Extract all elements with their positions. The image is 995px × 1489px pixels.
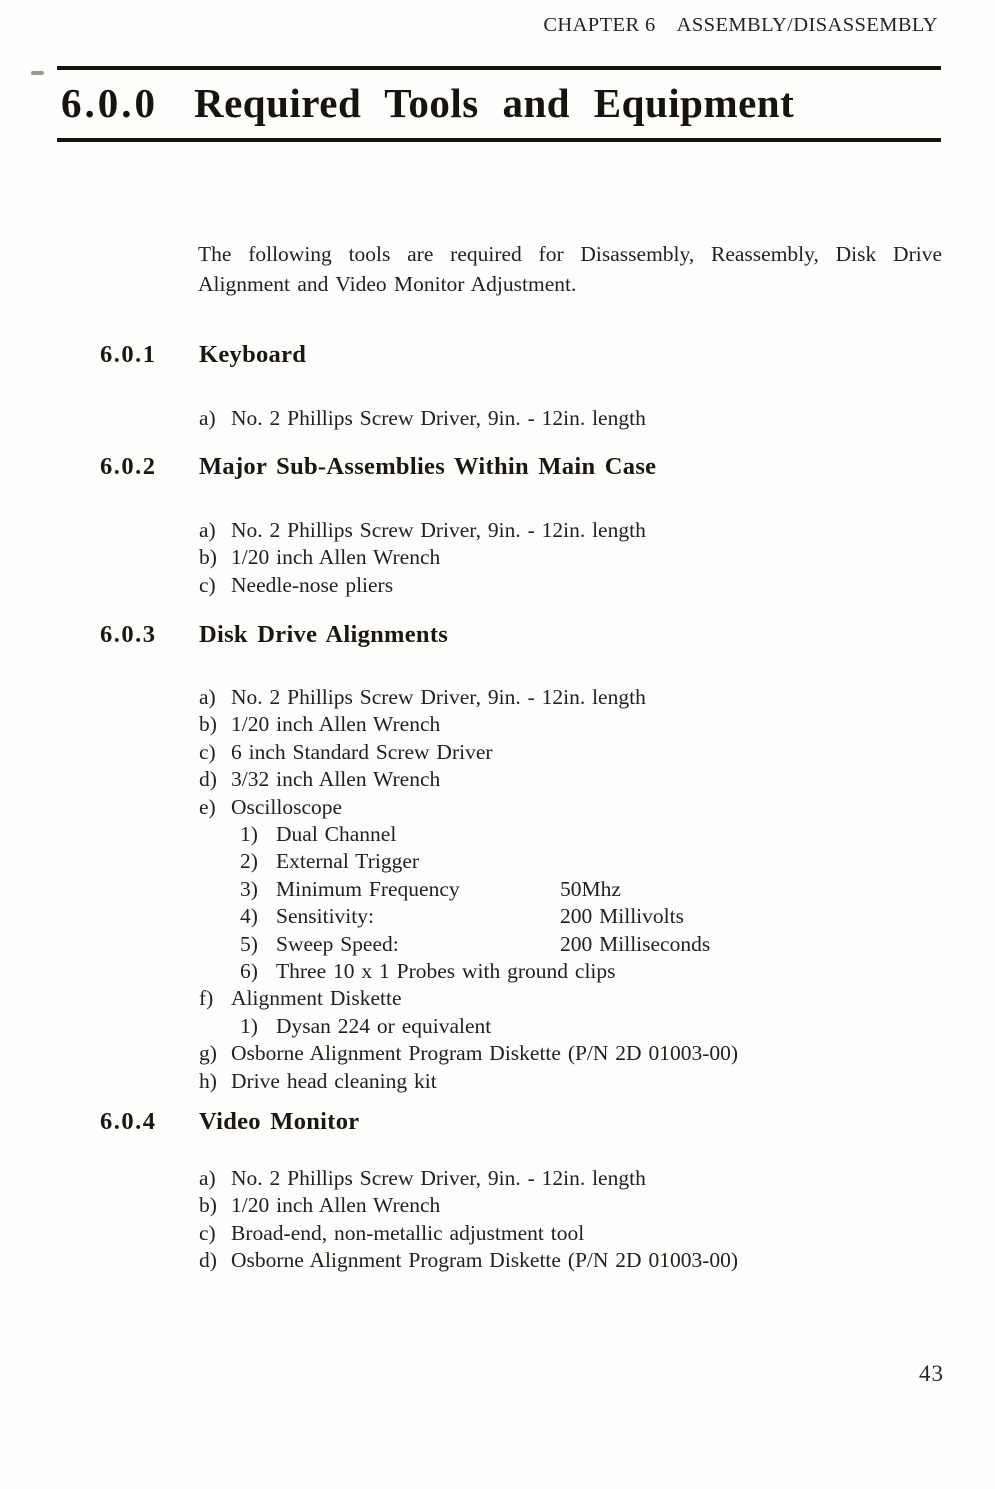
section-sub-assemblies — [0, 452, 995, 599]
section-heading — [0, 620, 995, 650]
item-marker: 1) — [240, 822, 258, 847]
item-text: 1/20 inch Allen Wrench — [231, 545, 441, 570]
title-block — [57, 66, 941, 142]
item-marker: e) — [199, 794, 216, 819]
item-marker: 3) — [240, 876, 258, 901]
item-text: Drive head cleaning kit — [231, 1068, 437, 1093]
item-text: Sweep Speed: — [276, 931, 399, 956]
list-item — [199, 1040, 995, 1067]
item-marker: b) — [199, 545, 217, 570]
item-marker: g) — [199, 1041, 217, 1066]
item-text: External Trigger — [276, 849, 420, 874]
list-item — [199, 572, 995, 599]
item-text: No. 2 Phillips Screw Driver, 9in. - 12in. length — [231, 518, 646, 542]
title-section-number: 6.0.0 — [61, 80, 158, 126]
list-item — [199, 405, 995, 432]
item-marker: c) — [199, 1220, 216, 1245]
section-keyboard — [0, 340, 995, 432]
page-title: Required Tools and Equipment — [194, 80, 795, 126]
item-marker: 4) — [240, 904, 258, 929]
list-item — [199, 985, 995, 1012]
tool-list — [199, 1165, 995, 1275]
item-text: Minimum Frequency — [276, 876, 460, 901]
section-title: Disk Drive Alignments — [199, 621, 449, 648]
section-title: Video Monitor — [199, 1108, 360, 1135]
item-marker: d) — [199, 1248, 217, 1273]
sub-list-item — [199, 1013, 995, 1040]
intro-paragraph: The following tools are required for Disassembly, Reassembly, Disk Drive Alignment and Video Monitor Adjustment. — [198, 242, 942, 296]
list-item — [199, 544, 995, 571]
item-marker: 5) — [240, 931, 258, 956]
list-item — [199, 739, 995, 766]
item-text: Sensitivity: — [276, 904, 374, 929]
item-marker: 1) — [240, 1013, 258, 1038]
list-item — [199, 1068, 995, 1095]
section-heading — [0, 340, 995, 370]
list-item — [199, 766, 995, 793]
item-marker: c) — [199, 572, 216, 597]
item-text: Dual Channel — [276, 822, 397, 847]
item-marker: a) — [199, 685, 216, 709]
section-title: Major Sub-Assemblies Within Main Case — [199, 453, 657, 480]
list-item — [199, 1165, 995, 1192]
item-text: Broad-end, non-metallic adjustment tool — [231, 1220, 585, 1245]
chapter-running-header: CHAPTER 6 ASSEMBLY/DISASSEMBLY — [543, 14, 938, 36]
section-heading — [0, 1107, 995, 1137]
sub-list-item — [199, 821, 995, 848]
item-marker: d) — [199, 767, 217, 792]
list-item — [199, 517, 995, 544]
list-item — [199, 794, 995, 821]
section-number: 6.0.4 — [100, 1108, 157, 1135]
item-text: Alignment Diskette — [231, 986, 402, 1011]
item-text: No. 2 Phillips Screw Driver, 9in. - 12in. length — [231, 406, 646, 430]
item-text: No. 2 Phillips Screw Driver, 9in. - 12in. length — [231, 1166, 646, 1190]
item-text: 6 inch Standard Screw Driver — [231, 739, 493, 764]
title-row — [57, 70, 941, 138]
section-disk-drive-alignments — [0, 620, 995, 1095]
sub-list-item — [199, 876, 995, 903]
section-number: 6.0.2 — [100, 453, 157, 480]
page-number: 43 — [919, 1361, 944, 1386]
tool-list — [199, 405, 995, 432]
item-marker: 6) — [240, 959, 258, 984]
list-item — [199, 711, 995, 738]
item-marker: b) — [199, 1193, 217, 1218]
list-item — [199, 684, 995, 711]
item-text: Osborne Alignment Program Diskette (P/N 2D 01003-00) — [231, 1248, 739, 1273]
sub-list-item — [199, 848, 995, 875]
item-text: Dysan 224 or equivalent — [276, 1013, 492, 1038]
item-text: Three 10 x 1 Probes with ground clips — [276, 959, 616, 984]
item-marker: a) — [199, 406, 216, 430]
section-video-monitor — [0, 1107, 995, 1275]
item-text: Osborne Alignment Program Diskette (P/N 2D 01003-00) — [231, 1041, 739, 1066]
spec-value: 200 Milliseconds — [560, 931, 711, 956]
item-text: No. 2 Phillips Screw Driver, 9in. - 12in. length — [231, 685, 646, 709]
item-marker: 2) — [240, 849, 258, 874]
item-text: Needle-nose pliers — [231, 572, 394, 597]
item-text: Oscilloscope — [231, 794, 343, 819]
item-text: 1/20 inch Allen Wrench — [231, 712, 441, 737]
item-marker: c) — [199, 739, 216, 764]
spec-value: 50Mhz — [560, 876, 621, 901]
item-text: 3/32 inch Allen Wrench — [231, 767, 441, 792]
sub-list-item — [199, 958, 995, 985]
item-marker: f) — [199, 986, 214, 1011]
scan-artifact-dash — [31, 71, 44, 75]
tool-list — [199, 684, 995, 1095]
list-item — [199, 1192, 995, 1219]
sub-list-item — [199, 931, 995, 958]
list-item — [199, 1247, 995, 1274]
list-item — [199, 1220, 995, 1247]
section-number: 6.0.1 — [100, 341, 157, 368]
item-marker: h) — [199, 1068, 217, 1093]
tool-list — [199, 517, 995, 599]
item-marker: a) — [199, 1166, 216, 1190]
item-marker: b) — [199, 712, 217, 737]
item-text: 1/20 inch Allen Wrench — [231, 1193, 441, 1218]
item-marker: a) — [199, 518, 216, 542]
title-rule-bottom — [57, 138, 941, 142]
section-title: Keyboard — [199, 341, 307, 368]
section-heading — [0, 452, 995, 482]
spec-value: 200 Millivolts — [560, 904, 684, 929]
section-number: 6.0.3 — [100, 621, 157, 648]
sub-list-item — [199, 903, 995, 930]
